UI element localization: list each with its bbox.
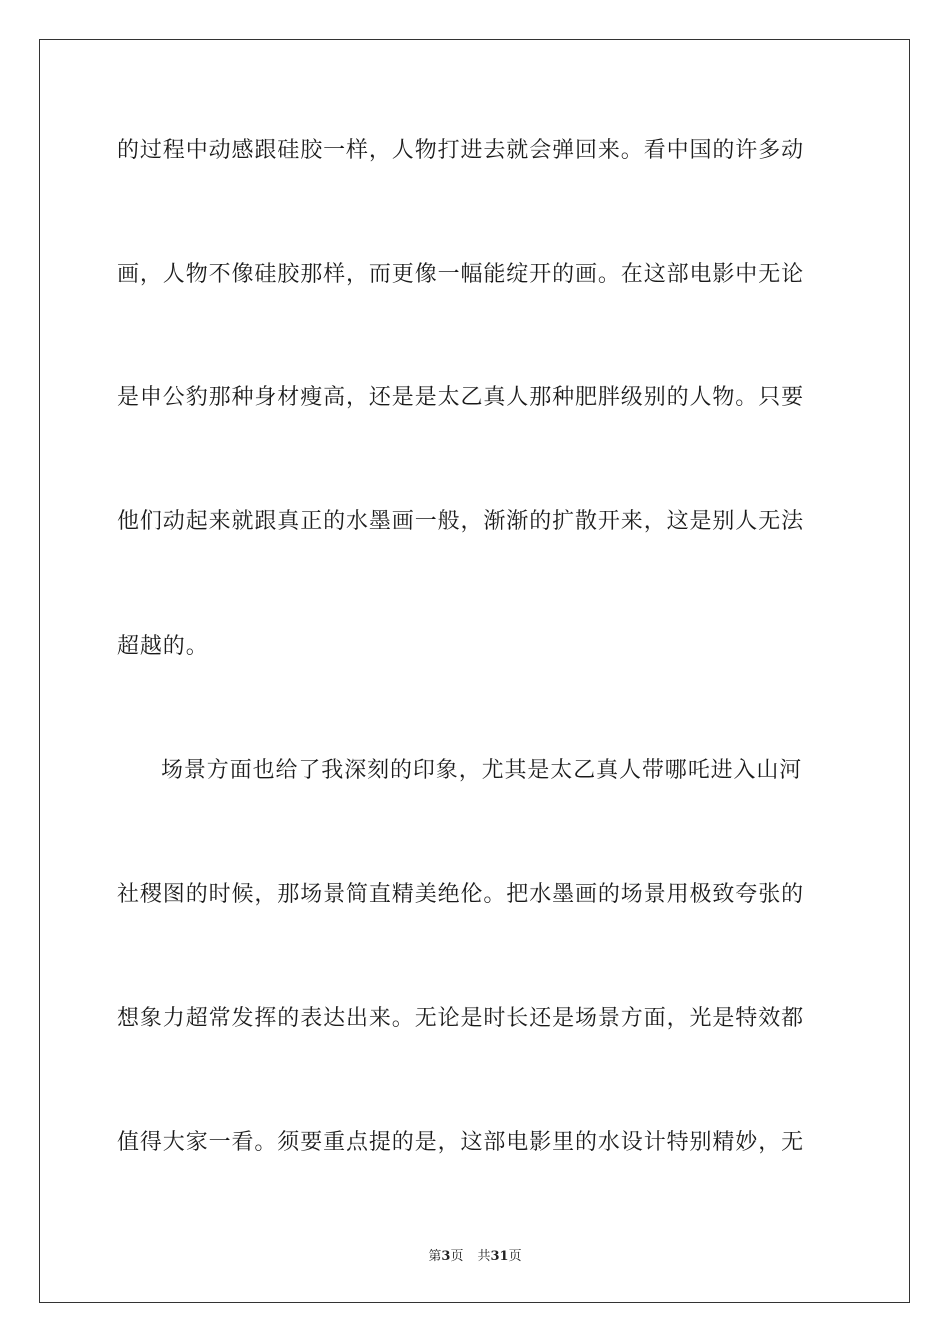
body-text-line: 社稷图的时候，那场景简直精美绝伦。把水墨画的场景用极致夸张的 [117,882,805,907]
total-prefix: 共 [477,1249,491,1264]
body-text-line: 想象力超常发挥的表达出来。无论是时长还是场景方面，光是特效都 [117,1006,805,1031]
body-text-line: 超越的。 [117,634,209,659]
body-text-line: 的过程中动感跟硅胶一样，人物打进去就会弹回来。看中国的许多动 [117,138,805,163]
page-border [39,39,910,1303]
page-footer [0,1249,950,1265]
body-text-line: 是申公豹那种身材瘦高，还是是太乙真人那种肥胖级别的人物。只要 [117,385,805,410]
page-number: 3 [441,1249,451,1264]
page-prefix: 第 [428,1249,442,1264]
body-text-line: 他们动起来就跟真正的水墨画一般，渐渐的扩散开来，这是别人无法 [117,509,805,534]
paragraph-first-line: 场景方面也给了我深刻的印象，尤其是太乙真人带哪吒进入山河 [161,758,803,783]
total-suffix: 页 [508,1249,522,1264]
total-pages: 31 [490,1249,509,1264]
body-text-line: 值得大家一看。须要重点提的是，这部电影里的水设计特别精妙，无 [117,1130,805,1155]
body-text-line: 画，人物不像硅胶那样，而更像一幅能绽开的画。在这部电影中无论 [117,262,805,287]
page-suffix: 页 [450,1249,464,1264]
